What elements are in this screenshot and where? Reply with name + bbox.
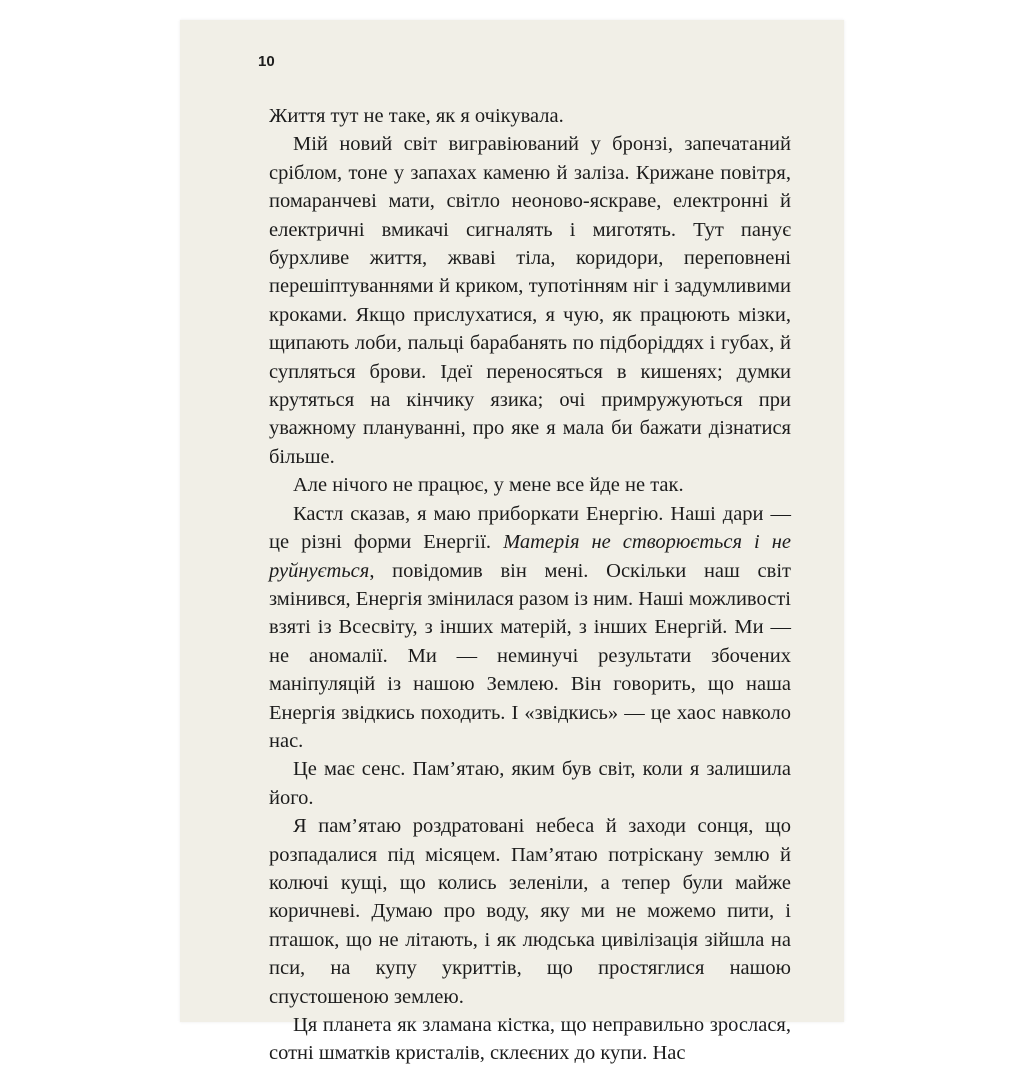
body-text [269,102,791,1068]
paragraph-4-italic-quote: Матерія не створюється і не руйнується [269,531,791,582]
paragraph-4-after: , повідомив він мені. Оскільки наш світ змінився, Енергія змінилася разом із ним. Наші можливості взяті із Всесвіту, з інших матерій, з інших Енергій. Ми — не аномалії. Ми — неминучі результати збочених маніпуляцій із нашою Землею. Він говорить, що наша Енергія звідкись походить. І «звідкись» — це хаос навколо нас. [269,559,791,752]
page-number: 10 [258,53,275,70]
paragraph-2: Мій новий світ вигравіюваний у бронзі, запечатаний сріблом, тоне у запахах каменю й заліза. Крижане повітря, помаранчеві мати, світло неоново-яскраве, електронні й електричні вмикачі сигналять і миготять. Тут панує бурхливе життя, жваві тіла, коридори, переповнені перешіптуваннями й криком, тупотінням ніг і задумливими кроками. Якщо прислухатися, я чую, як працюють мізки, щипають лоби, пальці барабанять по підборіддях і губах, й супляться брови. Ідеї переносяться в кишенях; думки крутяться на кінчику язика; очі примружуються при уважному плануванні, про яке я мала би бажати дізнатися більше. [269,133,791,468]
paragraph-3: Але нічого не працює, у мене все йде не так. [293,474,684,497]
paragraph-6: Я пам’ятаю роздратовані небеса й заходи сонця, що розпадалися під місяцем. Пам’ятаю потріскану землю й колючі кущі, що колись зеленіли, а тепер були майже коричневі. Думаю про воду, яку ми не можемо пити, і пташок, що не літають, і як людська цивілізація зійшла на пси, на купу укриттів, що простяглися нашою спустошеною землею. [269,815,791,1008]
paragraph-4-before: Кастл сказав, я маю приборкати Енергію. Наші дари — це різні форми Енергії. [269,502,791,554]
book-page [180,20,844,1065]
paragraph-4 [269,500,791,756]
paragraph-7: Ця планета як зламана кістка, що неправильно зрослася, сотні шматків кристалів, склеєних до купи. Нас [269,1014,791,1065]
paragraph-1: Життя тут не таке, як я очікувала. [269,105,564,127]
paragraph-5: Це має сенс. Пам’ятаю, яким був світ, коли я залишила його. [269,758,791,809]
